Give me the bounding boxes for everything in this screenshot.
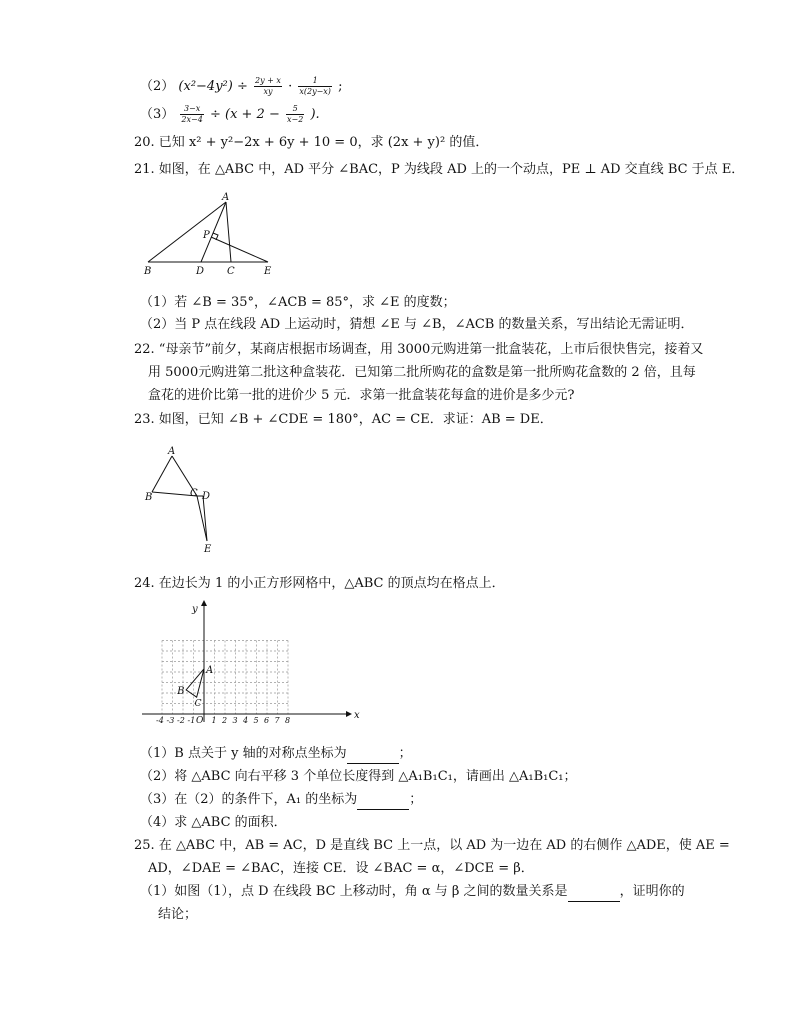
fraction	[298, 76, 332, 97]
q24-coordinate-grid	[140, 600, 360, 730]
denominator: xy	[263, 87, 273, 96]
denominator: x(2y−x)	[299, 87, 331, 96]
numerator: 1	[298, 76, 332, 87]
numerator: 3−x	[180, 104, 203, 115]
y-axis-label: y	[192, 604, 198, 615]
fraction	[180, 104, 203, 125]
label-e: E	[204, 544, 212, 555]
x-tick-label: 8	[285, 716, 291, 725]
q25-part1-text: （1）如图（1），点 D 在线段 BC 上移动时，角 α 与 β 之间的数量关系是	[140, 884, 568, 899]
answer-blank[interactable]	[568, 883, 620, 902]
origin-label: O	[196, 716, 204, 726]
q21-figure	[140, 192, 280, 277]
q24-part1-text: （1）B 点关于 y 轴的对称点坐标为	[140, 746, 347, 761]
x-axis-label: x	[354, 710, 360, 721]
q20-text: 20. 已知 x² + y²−2x + 6y + 10 = 0，求 (2x + y)² 的值．	[134, 135, 489, 150]
q24-part2: （2）将 △ABC 向右平移 3 个单位长度得到 △A₁B₁C₁，请画出 △A₁B₁C₁；	[140, 769, 577, 784]
x-axis-arrow	[346, 711, 352, 717]
q21-text: 21. 如图，在 △ABC 中，AD 平分 ∠BAC，P 为线段 AD 上的一个动点，PE ⊥ AD 交直线 BC 于点 E．	[134, 162, 745, 177]
q21-part1: （1）若 ∠B = 35°，∠ACB = 85°，求 ∠E 的度数；	[140, 295, 456, 310]
q19-part2-number: （2）	[140, 79, 175, 94]
x-tick-label: 2	[222, 716, 228, 725]
x-tick-label: 5	[253, 716, 259, 725]
denominator: 2x−4	[181, 115, 203, 124]
label-a: A	[206, 664, 214, 676]
x-tick-label: -3	[166, 716, 175, 725]
q22-line3: 盒花的进价比第一批的进价少 5 元．求第一批盒装花每盒的进价是多少元?	[148, 388, 575, 403]
q24-part1-end: ；	[398, 746, 412, 761]
q21-part2: （2）当 P 点在线段 AD 上运动时，猜想 ∠E 与 ∠B，∠ACB 的数量关系，写出结论无需证明．	[140, 317, 694, 332]
answer-blank[interactable]	[347, 745, 399, 764]
x-tick-label: -2	[177, 716, 185, 725]
x-tick-label: 1	[211, 716, 217, 725]
label-a: A	[222, 192, 230, 203]
label-c: C	[190, 488, 198, 499]
label-d: D	[196, 266, 205, 277]
q19-part3	[140, 104, 320, 125]
x-tick-label: -4	[156, 716, 164, 725]
q25-part1	[140, 883, 685, 902]
numerator: 2y + x	[255, 76, 281, 85]
q19-part2-expr: (x²−4y²) ÷	[178, 79, 248, 94]
q25-part1-text-end: ，证明你的	[619, 884, 685, 899]
numerator: 5	[286, 104, 304, 115]
label-b: B	[145, 492, 153, 503]
q22-line1: 22. “母亲节”前夕，某商店根据市场调查，用 3000元购进第一批盒装花，上市后很快售完，接着又	[134, 342, 704, 357]
x-tick-label: 4	[243, 716, 249, 725]
fraction	[254, 76, 282, 97]
x-tick-label: 3	[232, 716, 238, 725]
q19-part2	[140, 76, 342, 97]
denominator: x−2	[287, 115, 304, 124]
semicolon: ;	[338, 79, 343, 94]
label-c: C	[227, 266, 235, 277]
label-a: A	[168, 446, 176, 457]
x-tick-label: -1	[187, 716, 196, 725]
x-tick-label: 6	[264, 716, 270, 725]
q25-part1-cont: 结论；	[158, 907, 198, 922]
q23-text: 23. 如图，已知 ∠B + ∠CDE = 180°，AC = CE．求证：AB = DE．	[134, 412, 553, 427]
label-e: E	[264, 266, 272, 277]
label-p: P	[203, 230, 210, 241]
q19-part3-end: ).	[310, 107, 320, 122]
q24-part3-text: （3）在（2）的条件下，A₁ 的坐标为	[140, 792, 358, 807]
q19-part3-number: （3）	[140, 107, 175, 122]
q24-part1	[140, 745, 412, 764]
dot-operator: ·	[288, 79, 293, 94]
q24-part3-end: ；	[409, 792, 423, 807]
answer-blank[interactable]	[357, 791, 409, 810]
label-c: C	[194, 699, 202, 710]
label-b: B	[144, 266, 152, 277]
q24-part3	[140, 791, 422, 810]
label-d: D	[202, 491, 211, 502]
q22-line2: 用 5000元购进第二批这种盒装花．已知第二批所购花的盒数是第一批所购花盒数的 2 倍，且每	[148, 365, 696, 380]
q25-line2: AD，∠DAE = ∠BAC，连接 CE．设 ∠BAC = α，∠DCE = β．	[148, 861, 534, 876]
x-tick-label: 7	[274, 716, 280, 725]
y-axis-arrow	[201, 600, 207, 606]
q23-figure	[140, 444, 230, 554]
fraction	[286, 104, 304, 125]
label-b: B	[177, 685, 185, 697]
q25-line1: 25. 在 △ABC 中，AB = AC，D 是直线 BC 上一点，以 AD 为一边在 AD 的右侧作 △ADE，使 AE =	[134, 838, 730, 853]
q19-part3-expr: ÷ (x + 2 −	[209, 107, 280, 122]
q24-part4: （4）求 △ABC 的面积．	[140, 815, 287, 830]
q24-text: 24. 在边长为 1 的小正方形网格中，△ABC 的顶点均在格点上．	[134, 576, 505, 591]
